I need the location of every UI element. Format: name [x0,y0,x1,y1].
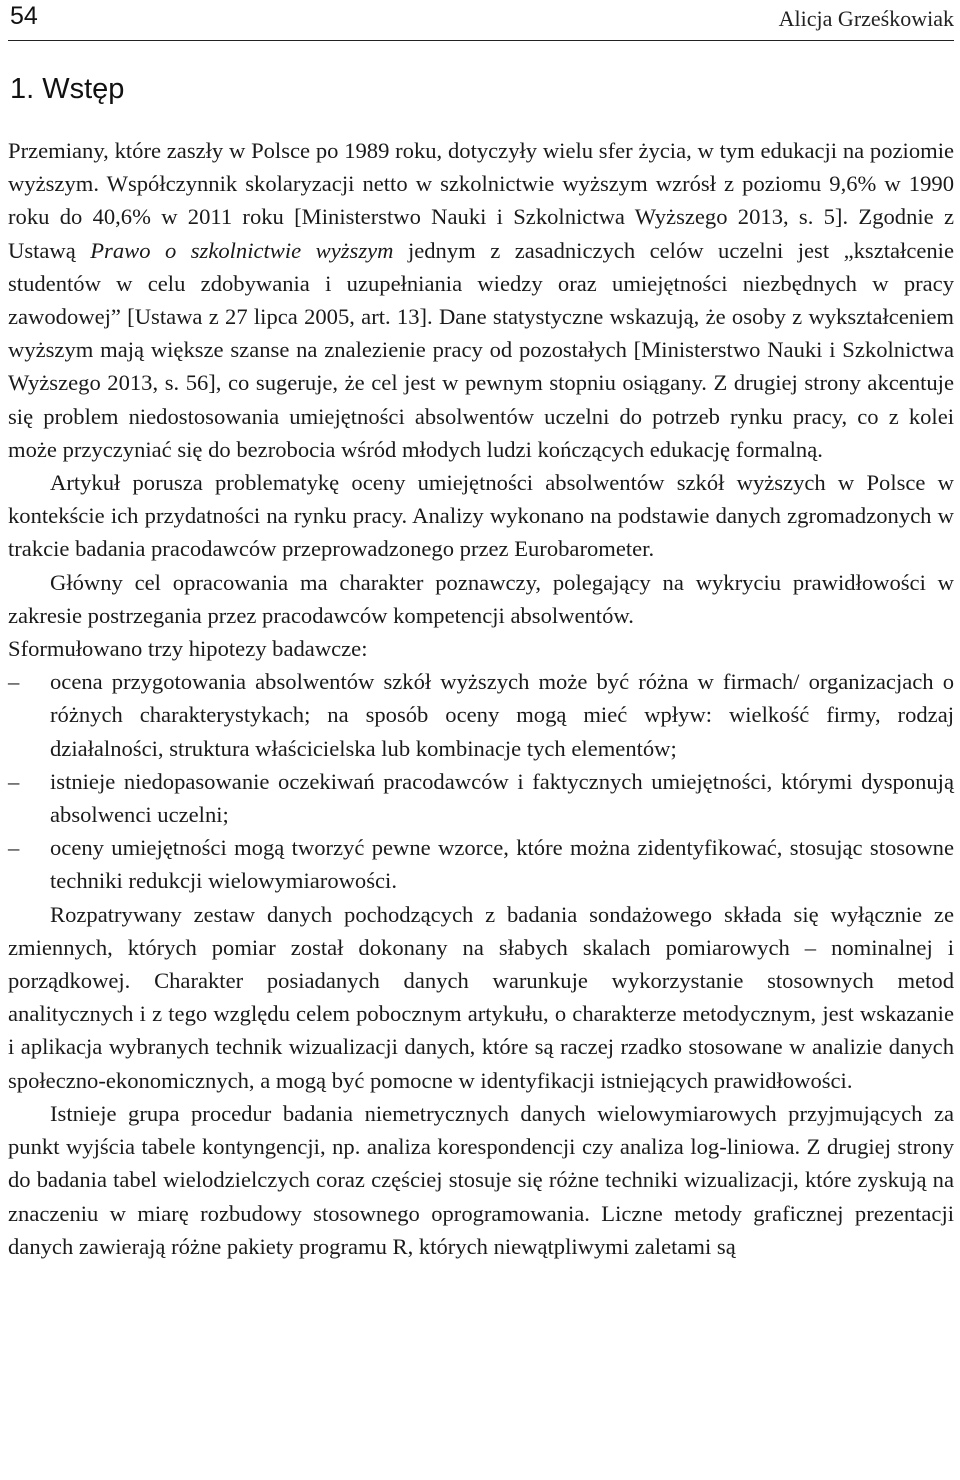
hypothesis-text: istnieje niedopasowanie oczekiwań pracodawców i faktycznych umiejętności, którymi dysponują absolwenci uczelni; [50,768,954,828]
document-page [8,0,954,1263]
paragraph-2: Artykuł porusza problematykę oceny umiejętności absolwentów szkół wyższych w Polsce w kontekście ich przydatności na rynku pracy. Analizy wykonano na podstawie danych zgromadzonych w trakcie badania pracodawców przeprowadzonego przez Eurobarometer. [8,470,954,562]
law-title-italic: Prawo o szkolnictwie wyższym [90,237,394,263]
paragraph-3: Główny cel opracowania ma charakter poznawczy, polegający na wykryciu prawidłowości w zakresie postrzegania przez pracodawców kompetencji absolwentów. [8,569,954,628]
hypothesis-item [8,765,954,831]
hypotheses-list [8,665,954,897]
dash-bullet: – [8,669,20,695]
paragraph-1 [8,134,954,466]
page-number: 54 [10,2,38,30]
paragraph-1-part-1: Przemiany, które zaszły w Polsce po 1989 roku, dotyczyły wielu sfer życia, w tym edukacji na poziomie wyższym. Współczynnik skolaryzacji netto w szkolnictwie wyższym wzrósł z poziomu 9,6% w 1990 roku do 40,6% w 2011 roku [Ministerstwo Nauki i Szkolnictwa Wyższego 2013, s. 5]. Zgodnie z Ustawą [8,138,954,263]
paragraph-5: Istnieje grupa procedur badania niemetrycznych danych wielowymiarowych przyjmujących za punkt wyjścia tabele kontyngencji, np. analiza korespondencji czy analiza log-liniowa. Z drugiej strony do badania tabel wielodzielczych coraz częściej stosuje się różne techniki wizualizacji, które zyskują na znaczeniu w miarę rozbudowy stosownego oprogramowania. Liczne metody graficznej prezentacji danych zawierają różne pakiety programu R, których niewątpliwymi zaletami są [8,1100,954,1259]
running-header [8,0,954,41]
hypothesis-item [8,831,954,897]
section-heading: 1. Wstęp [10,73,125,105]
body-text [8,134,954,1263]
hypothesis-item [8,665,954,765]
running-header-author: Alicja Grześkowiak [778,6,954,31]
hypothesis-text: ocena przygotowania absolwentów szkół wyższych może być różna w firmach/ organizacjach o różnych charakterystykach; na sposób oceny mogą mieć wpływ: wielkość firmy, rodzaj działalności, struktura właścicielska lub kombinacje tych elementów; [50,669,954,761]
dash-bullet: – [8,768,20,794]
hypothesis-text: oceny umiejętności mogą tworzyć pewne wzorce, które można zidentyfikować, stosując stosowne techniki redukcji wielowymiarowości. [50,835,954,894]
paragraph-4: Rozpatrywany zestaw danych pochodzących z badania sondażowego składa się wyłącznie ze zmiennych, których pomiar został dokonany na słabych skalach pomiarowych – nominalnej i porządkowej. Charakter posiadanych danych warunkuje wykorzystanie stosownych metod analitycznych i z tego względu celem pobocznym artykułu, o charakterze metodycznym, jest wskazanie i aplikacja wybranych technik wizualizacji danych, które są raczej rzadko stosowane w analizie danych społeczno-ekonomicznych, a mogą być pomocne w identyfikacji istniejących prawidłowości. [8,901,954,1093]
hypotheses-intro: Sformułowano trzy hipotezy badawcze: [8,636,368,662]
dash-bullet: – [8,835,20,861]
paragraph-1-part-2: jednym z zasadniczych celów uczelni jest „kształcenie studentów w celu zdobywania i uzupełniania wiedzy oraz umiejętności niezbędnych w pracy zawodowej” [Ustawa z 27 lipca 2005, art. 13]. Dane statystyczne wskazują, że osoby z wykształceniem wyższym mają większe szanse na znalezienie pracy od pozostałych [Ministerstwo Nauki i Szkolnictwa Wyższego 2013, s. 56], co sugeruje, że cel jest w pewnym stopniu osiągany. Z drugiej strony akcentuje się problem niedostosowania umiejętności absolwentów uczelni do potrzeb rynku pracy, co z kolei może przyczyniać się do bezrobocia wśród młodych ludzi kończących edukację formalną. [8,237,954,462]
